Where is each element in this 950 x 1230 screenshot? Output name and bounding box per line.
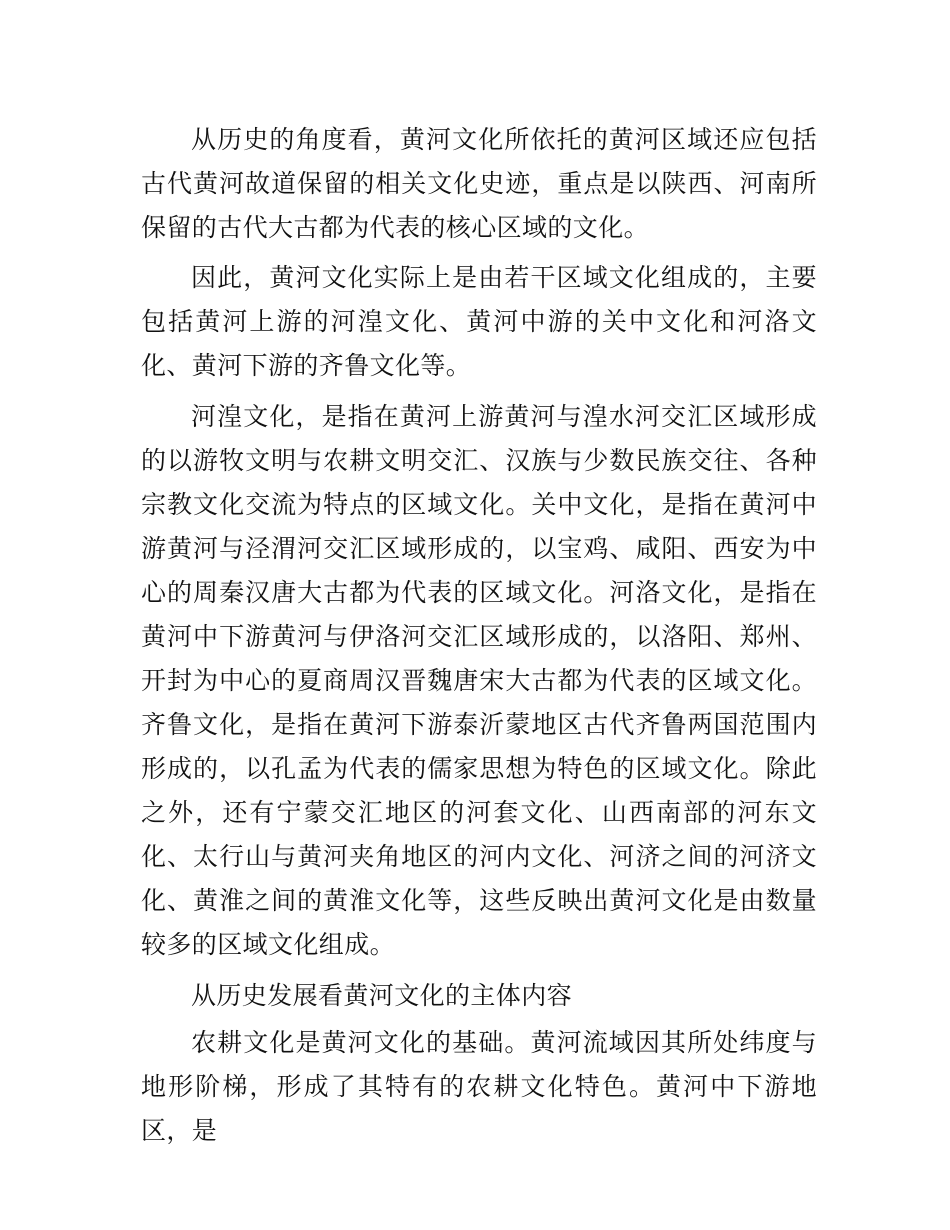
paragraph-regional-cultures: 河湟文化，是指在黄河上游黄河与湟水河交汇区域形成的以游牧文明与农耕文明交汇、汉族与少数民族交往、各种宗教文化交流为特点的区域文化。关中文化，是指在黄河中游黄河与泾渭河交汇区域形成的，以宝鸡、咸阳、西安为中心的周秦汉唐大古都为代表的区域文化。河洛文化，是指在黄河中下游黄河与伊洛河交汇区域形成的，以洛阳、郑州、开封为中心的夏商周汉晋魏唐宋大古都为代表的区域文化。齐鲁文化，是指在黄河下游泰沂蒙地区古代齐鲁两国范围内形成的，以孔孟为代表的儒家思想为特色的区域文化。除此之外，还有宁蒙交汇地区的河套文化、山西南部的河东文化、太行山与黄河夹角地区的河内文化、河济之间的河济文化、黄淮之间的黄淮文化等，这些反映出黄河文化是由数量较多的区域文化组成。 <box>141 402 817 959</box>
paragraph-farming-culture: 农耕文化是黄河文化的基础。黄河流域因其所处纬度与地形阶梯，形成了其特有的农耕文化特色。黄河中下游地区，是 <box>141 1028 817 1145</box>
document-body <box>141 118 817 1159</box>
paragraph-regional-composition: 因此，黄河文化实际上是由若干区域文化组成的，主要包括黄河上游的河湟文化、黄河中游的关中文化和河洛文化、黄河下游的齐鲁文化等。 <box>141 263 817 380</box>
section-heading: 从历史发展看黄河文化的主体内容 <box>191 981 573 1010</box>
paragraph-historical-perspective: 从历史的角度看，黄河文化所依托的黄河区域还应包括古代黄河故道保留的相关文化史迹，重点是以陕西、河南所保留的古代大古都为代表的核心区域的文化。 <box>141 125 817 242</box>
